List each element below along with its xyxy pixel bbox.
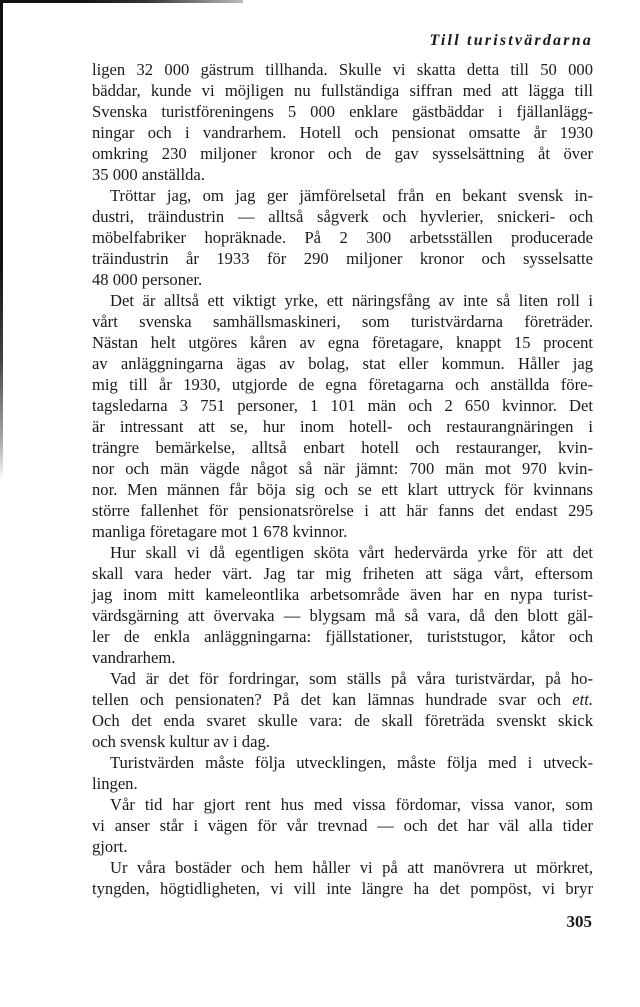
running-head: Till turistvärdarna xyxy=(429,32,593,49)
paragraph-start-line: Vad är det för fordringar, som ställs på våra turistvärdar, på ho- xyxy=(110,669,593,688)
text-line: omkring 230 miljoner kronor och de gav sysselsättning åt över xyxy=(92,144,593,163)
text-line: nor och män vägde något så när jämnt: 700 män mot 970 kvin- xyxy=(92,459,593,478)
text-line: större fallenhet för pensionatsrörelse i att här fanns det endast 295 xyxy=(92,501,593,520)
text-line: träindustrin år 1933 för 290 miljoner kronor och sysselsatte xyxy=(92,249,593,268)
text-line: av anläggningarna ägas av bolag, stat eller kommun. Håller jag xyxy=(92,354,593,373)
text-line: ligen 32 000 gästrum tillhanda. Skulle vi skatta detta till 50 000 xyxy=(92,60,593,79)
text-line: ler de enkla anläggningarna: fjällstationer, turiststugor, kåtor och xyxy=(92,627,593,646)
paragraph-start-line: Det är alltså ett viktigt yrke, ett näringsfång av inte så liten roll i xyxy=(110,291,593,310)
text-line: vandrarhem. xyxy=(92,648,176,667)
text-line: dustri, träindustrin — alltså sågverk och hyvlerier, snickeri- och xyxy=(92,207,593,226)
text-line: manliga företagare mot 1 678 kvinnor. xyxy=(92,522,348,541)
page-number: 305 xyxy=(566,912,592,931)
body-text xyxy=(92,59,593,899)
text-line: tyngden, högtidligheten, vi vill inte längre ha det pompöst, vi bryr xyxy=(92,879,593,898)
text-line: lingen. xyxy=(92,774,138,793)
paragraph-start-line: Vår tid har gjort rent hus med vissa fördomar, vissa vanor, som xyxy=(110,795,593,814)
text-line: 35 000 anställda. xyxy=(92,165,205,184)
text-line: tagsledarna 3 751 personer, 1 101 män och 2 650 kvinnor. Det xyxy=(92,396,593,415)
text-line: bäddar, kunde vi möjligen nu fullständiga siffran med att lägga till xyxy=(92,81,593,100)
emphasis-text: ett. xyxy=(572,690,593,709)
text-line: gjort. xyxy=(92,837,128,856)
text-line: möbelfabriker hopräknade. På 2 300 arbetsställen producerade xyxy=(92,228,593,247)
paragraph-start-line: Ur våra bostäder och hem håller vi på att manövrera ut mörkret, xyxy=(110,858,593,877)
text-line: 48 000 personer. xyxy=(92,270,203,289)
text-line: trängre bemärkelse, alltså enbart hotell och restauranger, kvin- xyxy=(92,438,593,457)
text-line: vi anser står i vägen för vår trevnad — och det har väl alla tider xyxy=(92,816,593,835)
scan-edge-left xyxy=(0,0,3,480)
text-line: mig till år 1930, utgjorde de egna företagarna och anställda före- xyxy=(92,375,593,394)
paragraph-start-line: Tröttar jag, om jag ger jämförelsetal från en bekant svensk in- xyxy=(110,186,593,205)
scan-edge-top xyxy=(0,0,243,3)
paragraph-start-line: Turistvärden måste följa utvecklingen, måste följa med i utveck- xyxy=(110,753,593,772)
text-line: skall vara heder värt. Jag tar mig friheten att säga vårt, eftersom xyxy=(92,564,593,583)
text-line: värdsgärning att övervaka — blygsam må så vara, då den blott gäl- xyxy=(92,606,593,625)
text-line: Och det enda svaret skulle vara: de skall företräda svenskt skick xyxy=(92,711,593,730)
text-line: jag inom mitt kameleontlika arbetsområde även har en nypa turist- xyxy=(92,585,593,604)
text-line: tellen och pensionaten? På det kan lämnas hundrade svar och ett. xyxy=(92,690,593,709)
text-line: vårt svenska samhällsmaskineri, som turistvärdarna företräder. xyxy=(92,312,593,331)
text-line: nor. Men männen får böja sig och se ett klart uttryck för kvinnans xyxy=(92,480,593,499)
text-line: Nästan helt utgöres kåren av egna företagare, knappt 15 procent xyxy=(92,333,593,352)
text-line: ningar och i vandrarhem. Hotell och pensionat omsatte år 1930 xyxy=(92,123,593,142)
paragraph-start-line: Hur skall vi då egentligen sköta vårt hedervärda yrke för att det xyxy=(110,543,593,562)
text-line: är intressant att se, hur inom hotell- och restaurangnäringen i xyxy=(92,417,593,436)
text-line: Svenska turistföreningens 5 000 enklare gästbäddar i fjällanlägg- xyxy=(92,102,593,121)
text-line: och svensk kultur av i dag. xyxy=(92,732,270,751)
